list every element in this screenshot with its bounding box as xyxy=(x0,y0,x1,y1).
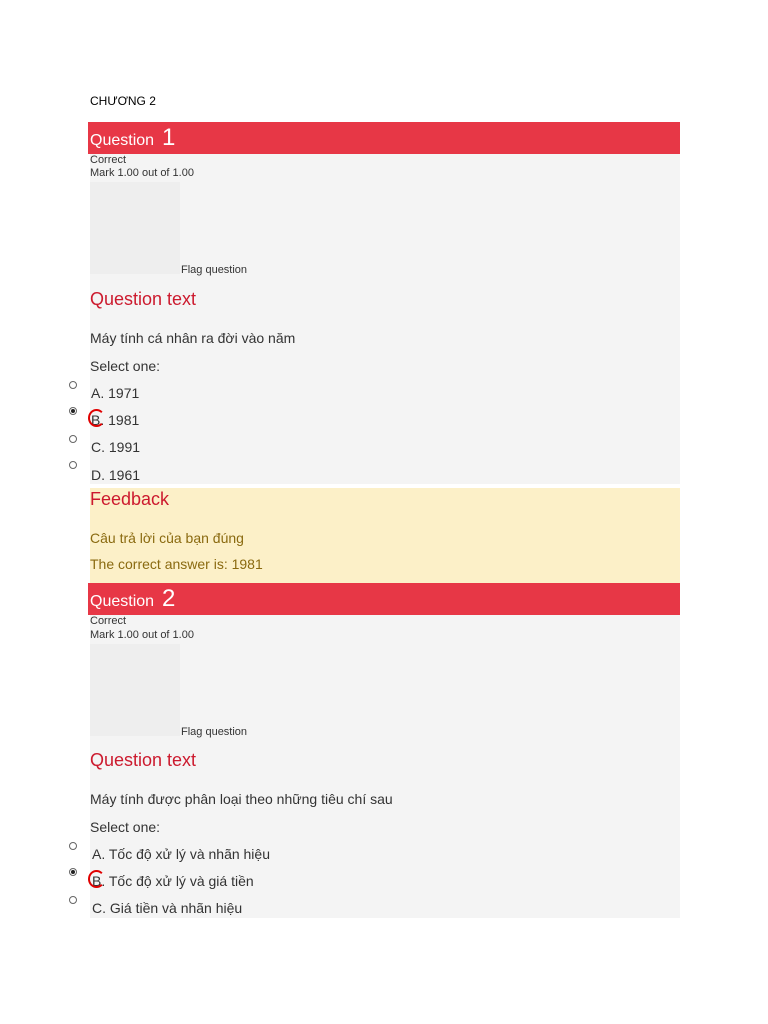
q2-option-b-radio[interactable] xyxy=(69,868,77,876)
feedback-heading: Feedback xyxy=(90,489,170,509)
answer-circle-mark xyxy=(88,409,105,427)
chapter-title: CHƯƠNG 2 xyxy=(90,94,156,108)
correct-answer-text: The correct answer is: 1981 xyxy=(90,556,263,572)
q2-option-a-label[interactable]: A. Tốc độ xử lý và nhãn hiệu xyxy=(92,846,270,862)
q1-option-d-radio[interactable] xyxy=(69,461,77,469)
question-1-header xyxy=(88,122,680,154)
answer-circle-mark xyxy=(88,870,105,888)
question-number: 2 xyxy=(162,585,176,612)
question-1-select-one: Select one: xyxy=(90,358,161,374)
q2-option-b-label[interactable]: B. Tốc độ xử lý và giá tiền xyxy=(92,873,254,889)
question-1-text: Máy tính cá nhân ra đời vào năm xyxy=(90,330,296,346)
question-number: 1 xyxy=(162,124,176,151)
q1-option-a-radio[interactable] xyxy=(69,381,77,389)
q2-option-c-radio[interactable] xyxy=(69,896,77,904)
q1-option-b-radio[interactable] xyxy=(69,407,77,415)
question-2-flag-area xyxy=(90,644,180,736)
question-1-mark: Mark 1.00 out of 1.00 xyxy=(90,167,194,179)
question-2-text-heading: Question text xyxy=(90,750,197,770)
q1-option-c-label[interactable]: C. 1991 xyxy=(91,439,141,455)
q1-option-b-label[interactable]: B. 1981 xyxy=(91,412,140,428)
question-1-flag-link[interactable]: Flag question xyxy=(181,264,248,276)
question-label: Question xyxy=(90,593,155,610)
question-2-header xyxy=(88,583,680,615)
question-2-select-one: Select one: xyxy=(90,819,161,835)
question-1-flag-area xyxy=(90,182,180,274)
question-label: Question xyxy=(90,132,155,149)
q2-option-c-label[interactable]: C. Giá tiền và nhãn hiệu xyxy=(92,900,243,916)
question-1-status: Correct xyxy=(90,154,127,166)
q1-option-c-radio[interactable] xyxy=(69,435,77,443)
q2-option-a-radio[interactable] xyxy=(69,842,77,850)
question-2-flag-link[interactable]: Flag question xyxy=(181,726,248,738)
q1-option-a-label[interactable]: A. 1971 xyxy=(91,385,140,401)
question-2-status: Correct xyxy=(90,615,127,627)
question-2-text: Máy tính được phân loại theo những tiêu chí sau xyxy=(90,791,393,807)
feedback-text: Câu trả lời của bạn đúng xyxy=(90,530,244,546)
question-2-mark: Mark 1.00 out of 1.00 xyxy=(90,629,194,641)
q1-option-d-label[interactable]: D. 1961 xyxy=(91,467,141,483)
question-1-text-heading: Question text xyxy=(90,289,197,309)
